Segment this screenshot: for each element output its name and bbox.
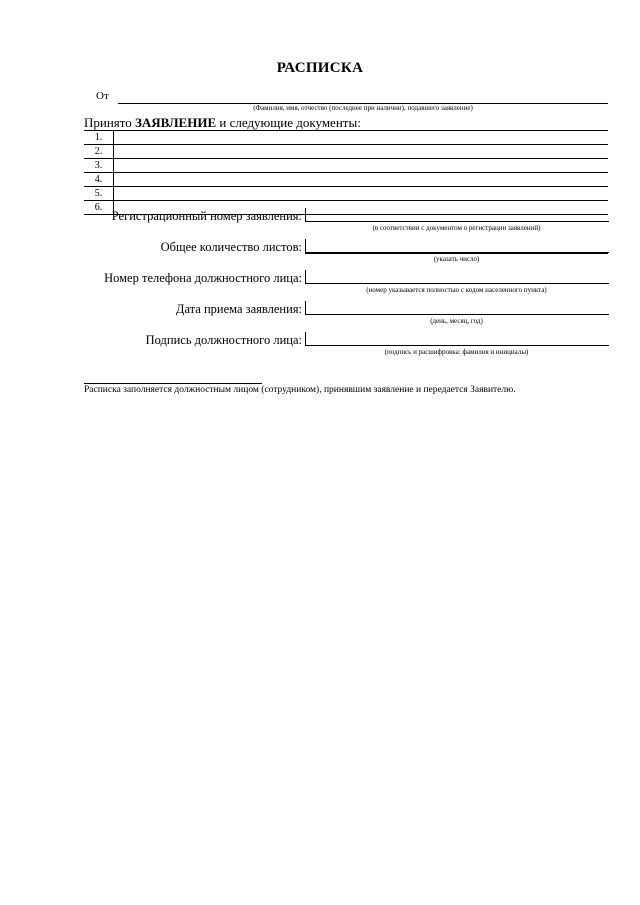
accepted-bold: ЗАЯВЛЕНИЕ	[135, 115, 217, 130]
page-title: РАСПИСКА	[276, 60, 364, 76]
document-row[interactable]	[84, 130, 608, 145]
receipt-date-field[interactable]	[305, 301, 609, 315]
document-row[interactable]	[84, 187, 608, 201]
registration-number-label: Регистрационный номер заявления:	[111, 209, 302, 223]
official-phone-field[interactable]	[305, 270, 609, 284]
document-row[interactable]	[84, 159, 608, 173]
registration-number-field[interactable]	[305, 208, 609, 222]
document-number: 2.	[84, 145, 114, 158]
receipt-date-hint: (день, месяц, год)	[430, 317, 483, 325]
document-number: 3.	[84, 159, 114, 172]
accepted-suffix: и следующие документы:	[216, 115, 361, 130]
sheet-count-label: Общее количество листов:	[160, 240, 302, 254]
document-row[interactable]	[84, 145, 608, 159]
footnote-text: Расписка заполняется должностным лицом (сотрудником), принявшим заявление и передается Заявителю.	[84, 385, 516, 395]
document-number: 5.	[84, 187, 114, 200]
official-phone-hint: (номер указывается полностью с кодом населенного пункта)	[366, 286, 547, 294]
document-number: 6.	[84, 201, 114, 214]
accepted-heading	[84, 115, 361, 131]
document-number: 1.	[84, 131, 114, 144]
sheet-count-hint: (указать число)	[433, 255, 480, 263]
official-signature-field[interactable]	[305, 332, 609, 346]
from-label: От	[96, 90, 109, 102]
document-row[interactable]	[84, 173, 608, 187]
sheet-count-line	[305, 240, 608, 254]
accepted-prefix: Принято	[84, 115, 136, 130]
registration-number-hint: (в соответствии с документом о регистрации заявлений)	[372, 224, 541, 232]
receipt-date-label: Дата приема заявления:	[175, 302, 302, 316]
from-hint: (Фамилия, имя, отчество (последнее при наличии), подавшего заявление)	[253, 104, 473, 112]
document-number: 4.	[84, 173, 114, 186]
documents-table	[84, 130, 608, 215]
official-signature-hint: (подпись и расшифровка: фамилия и инициалы)	[384, 348, 529, 356]
official-signature-label: Подпись должностного лица:	[145, 333, 302, 347]
official-phone-label: Номер телефона должностного лица:	[104, 271, 302, 285]
footnote-divider	[84, 383, 262, 384]
